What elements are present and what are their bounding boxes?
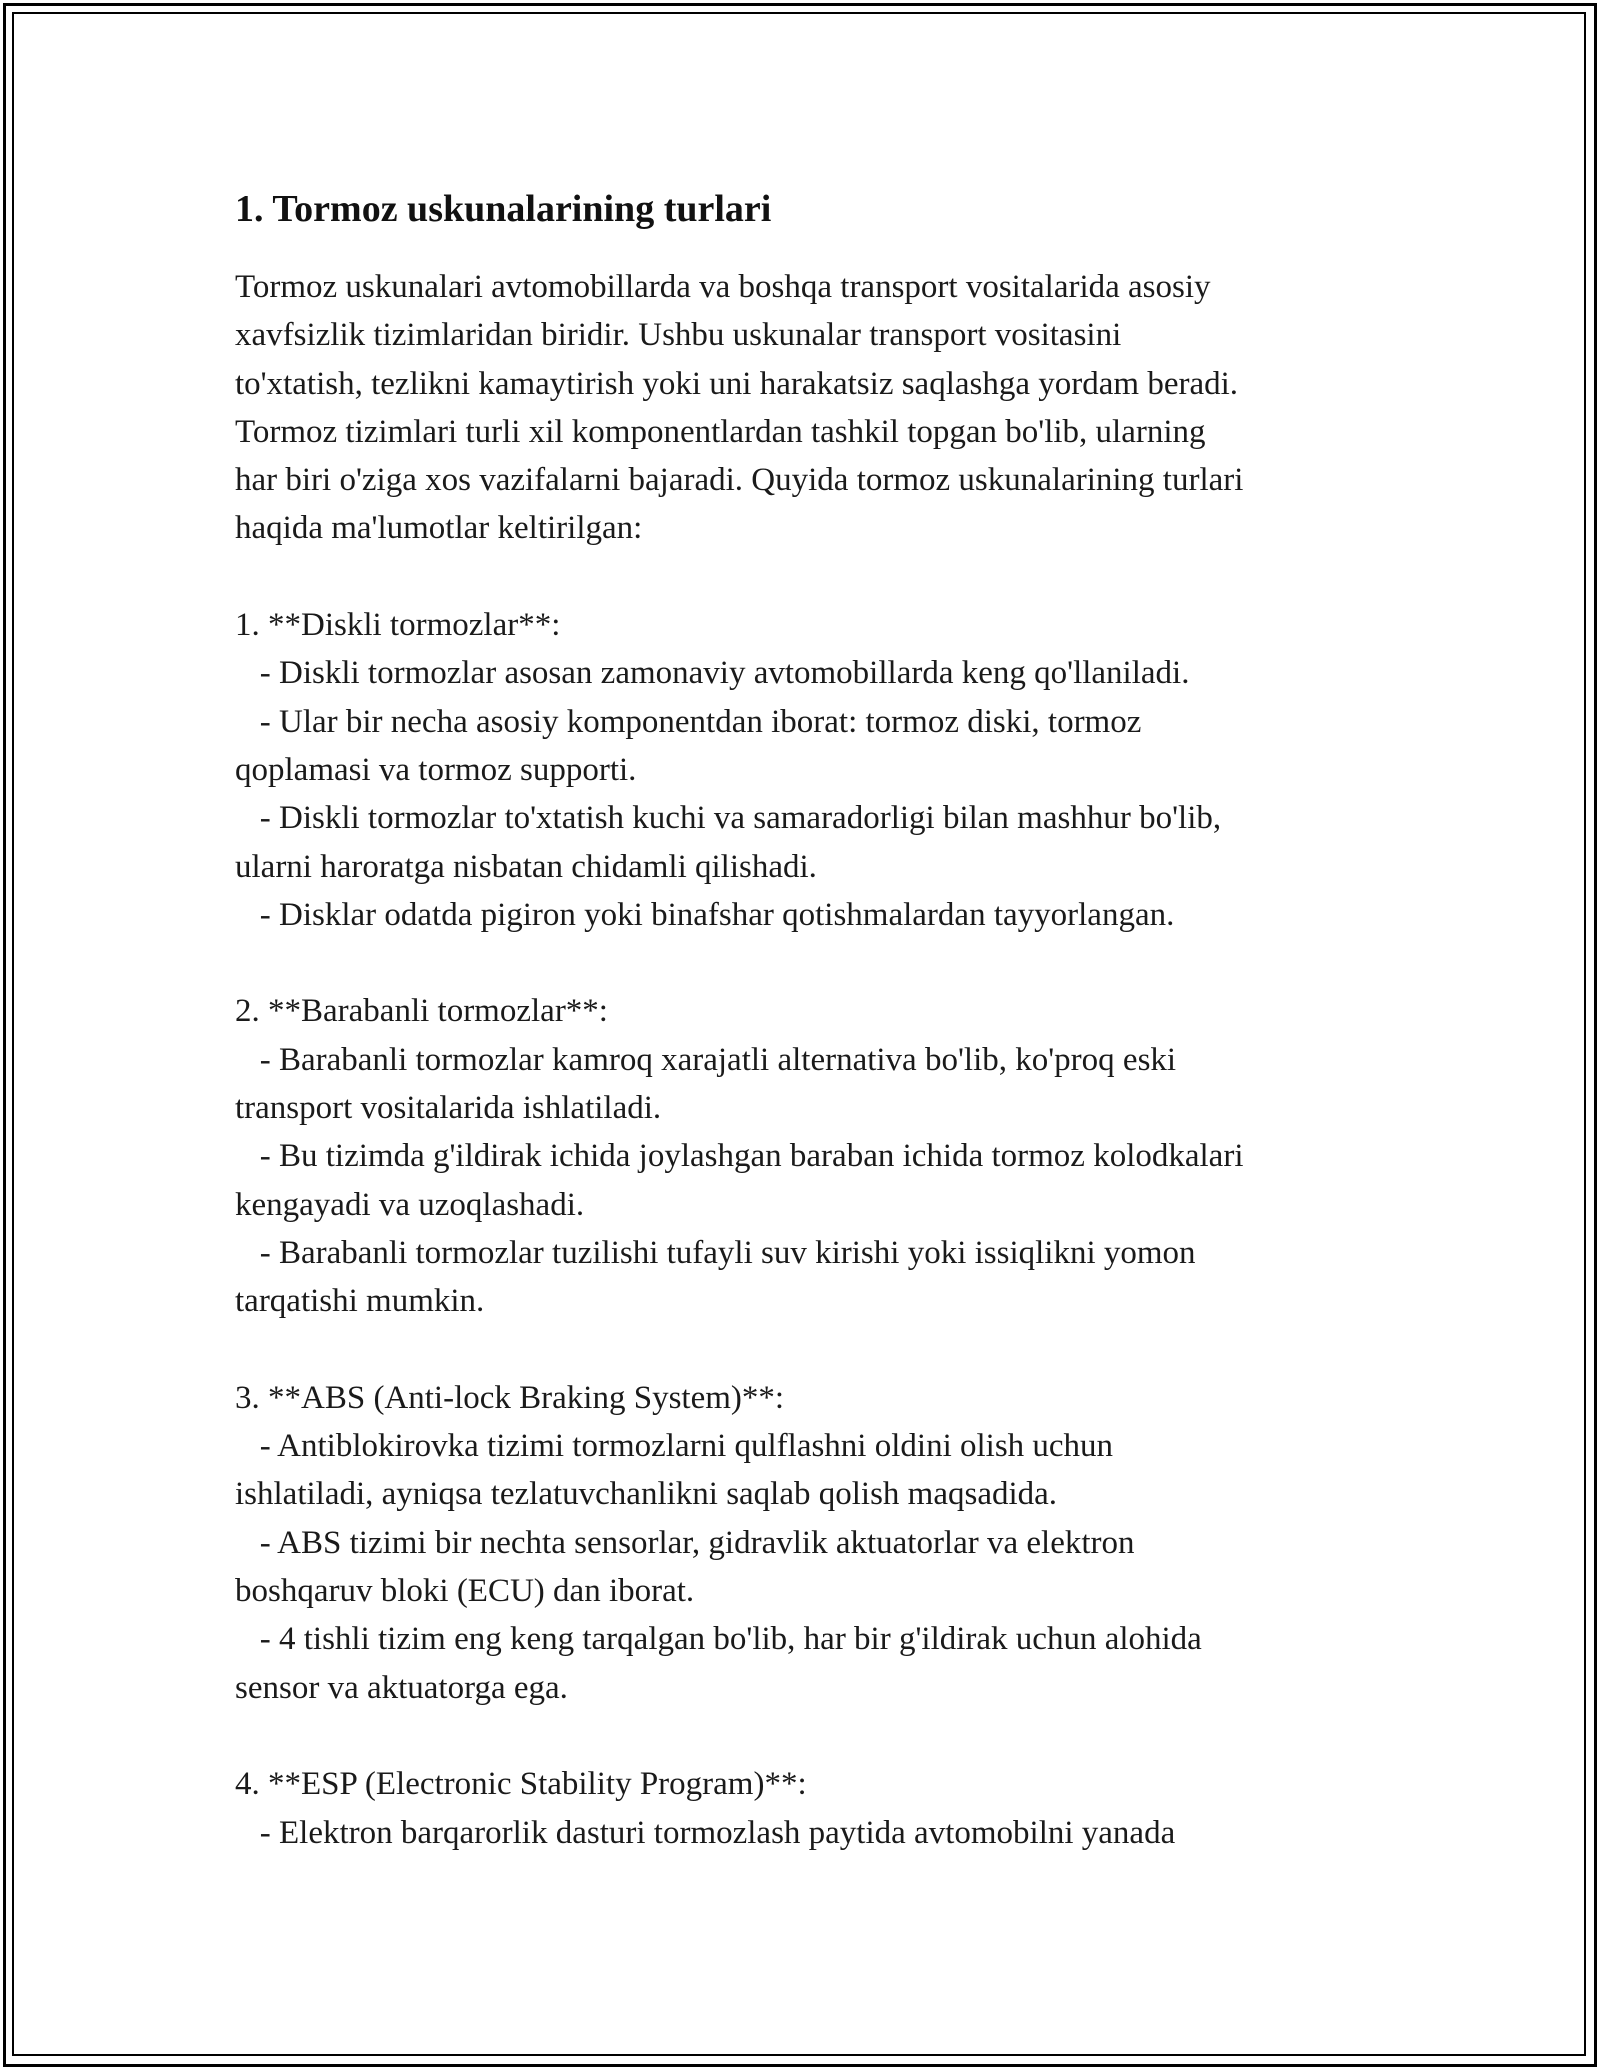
section-heading: 1. Tormoz uskunalarining turlari [235,188,772,230]
document-content [235,185,1385,1857]
document-body: Tormoz uskunalari avtomobillarda va boshqa transport vositalarida asosiy xavfsizlik tizimlaridan biridir. Ushbu uskunalar transport vositasini to'xtatish, tezlikni kamaytirish yoki uni harakatsiz saqlashga yordam beradi. Tormoz tizimlari turli xil komponentlardan tashkil topgan bo'lib, ularning har biri o'ziga xos vazifalarni bajaradi. Quyida tormoz uskunalarining turlari haqida ma'lumotlar keltirilgan: 1. **Diskli tormozlar**: - Diskli tormozlar asosan zamonaviy avtomobillarda keng qo'llaniladi. - Ular bir necha asosiy komponentdan iborat: tormoz diski, tormoz qoplamasi va tormoz supporti. - Diskli tormozlar to'xtatish kuchi va samaradorligi bilan mashhur bo'lib, ularni haroratga nisbatan chidamli qilishadi. - Disklar odatda pigiron yoki binafshar qotishmalardan tayyorlangan. 2. **Barabanli tormozlar**: - Barabanli tormozlar kamroq xarajatli alternativa bo'lib, ko'proq eski transport vositalarida ishlatiladi. - Bu tizimda g'ildirak ichida joylashgan baraban ichida tormoz kolodkalari kengayadi va uzoqlashadi. - Barabanli tormozlar tuzilishi tufayli suv kirishi yoki issiqlikni yomon tarqatishi mumkin. 3. **ABS (Anti-lock Braking System)**: - Antiblokirovka tizimi tormozlarni qulflashni oldini olish uchun ishlatiladi, ayniqsa tezlatuvchanlikni saqlab qolish maqsadida. - ABS tizimi bir nechta sensorlar, gidravlik aktuatorlar va elektron boshqaruv bloki (ECU) dan iborat. - 4 tishli tizim eng keng tarqalgan bo'lib, har bir g'ildirak uchun alohida sensor va aktuatorga ega. 4. **ESP (Electronic Stability Program)**: - Elektron barqarorlik dasturi tormozlash paytida avtomobilni yanada [235,269,1244,1851]
